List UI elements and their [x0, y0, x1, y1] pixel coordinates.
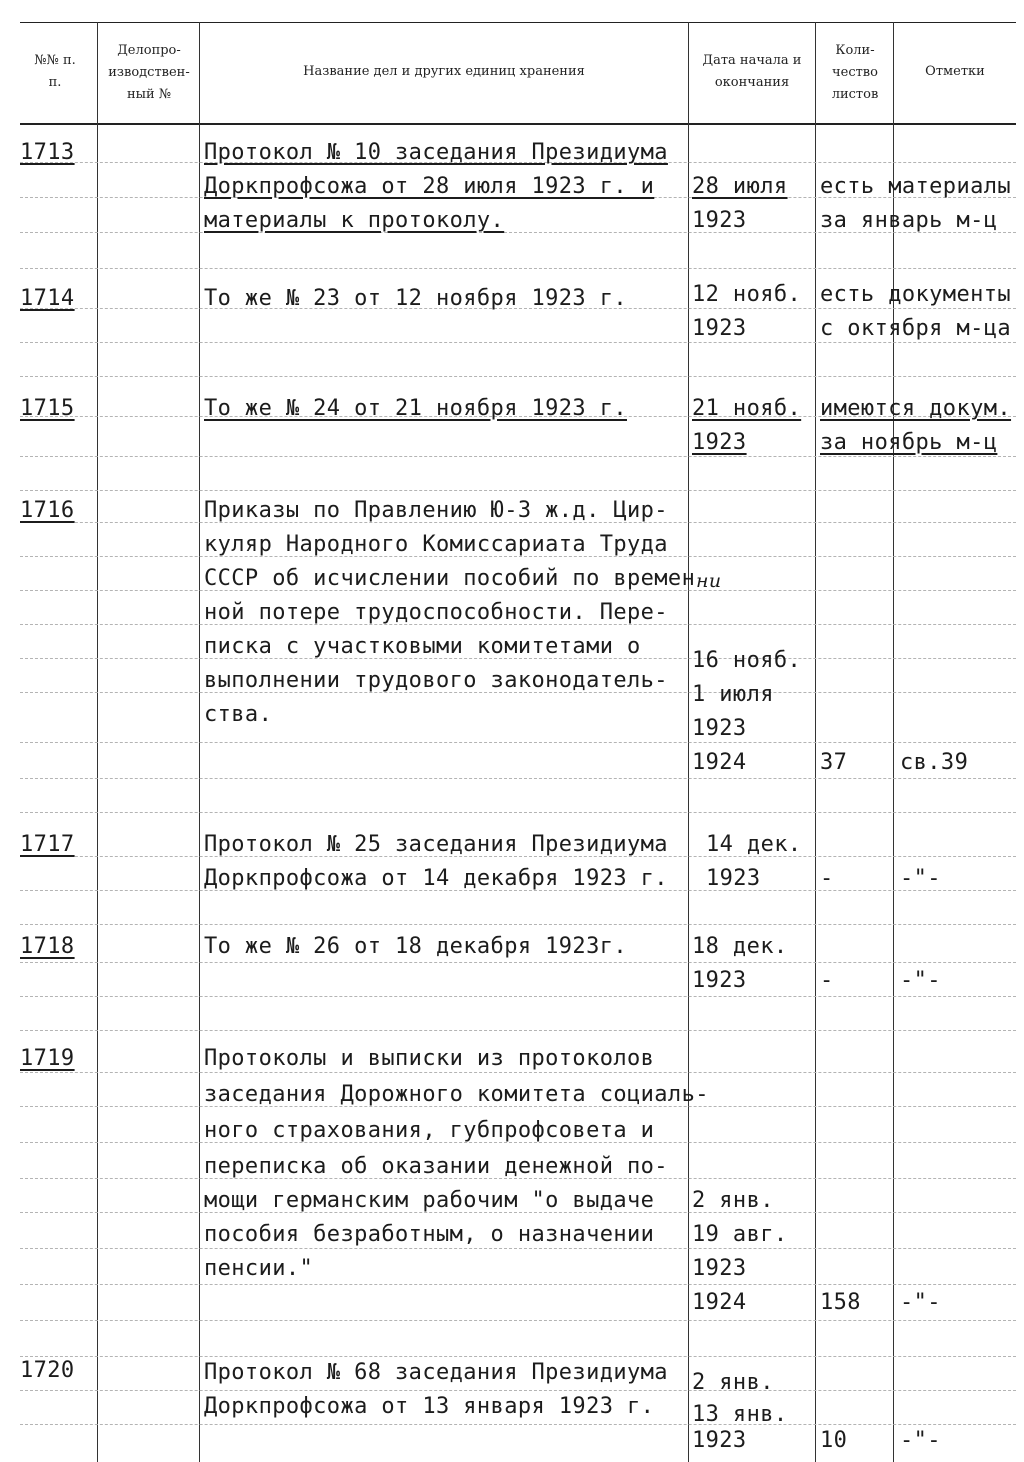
- entry-1716-title-line: писка с участковыми комитетами о: [204, 634, 641, 659]
- entry-1719-sheets: 158: [820, 1290, 861, 1315]
- entry-1716-handwritten-correction: ни: [696, 570, 722, 592]
- entry-1713-note: за январь м-ц: [820, 208, 998, 233]
- entry-1719-number: 1719: [20, 1046, 75, 1071]
- rule-line: [20, 376, 1016, 377]
- entry-1713-title-line: Протокол № 10 заседания Президиума: [204, 140, 668, 165]
- entry-1719-title-line: заседания Дорожного комитета социаль-: [204, 1082, 709, 1107]
- rule-line: [20, 1284, 1016, 1285]
- rule-line: [20, 490, 1016, 491]
- entry-1716-title-line: СССР об исчислении пособий по времен: [204, 566, 696, 591]
- entry-1716-title-line: куляр Народного Комиссариата Труда: [204, 532, 668, 557]
- entry-1715-number: 1715: [20, 396, 75, 421]
- entry-1719-date: 1923: [692, 1256, 747, 1281]
- entry-1715-date: 21 нояб.: [692, 396, 802, 421]
- rule-line: [20, 742, 1016, 743]
- entry-1713-date: 1923: [692, 208, 747, 233]
- header-dates: Дата начала и окончания: [702, 53, 802, 90]
- rule-line: [20, 924, 1016, 925]
- entry-1716-date: 16 нояб.: [692, 648, 802, 673]
- entry-1718-date: 1923: [692, 968, 747, 993]
- entry-1718-title-line: То же № 26 от 18 декабря 1923г.: [204, 934, 627, 959]
- entry-1718-note: -"-: [900, 968, 941, 993]
- entry-1716-title-line: Приказы по Правлению Ю-З ж.д. Цир-: [204, 498, 668, 523]
- entry-1720-sheets: 10: [820, 1428, 848, 1453]
- entry-1719-title-line: ного страхования, губпрофсовета и: [204, 1118, 655, 1143]
- entry-1718-number: 1718: [20, 934, 75, 959]
- entry-1714-date: 12 нояб.: [692, 282, 802, 307]
- entry-1713-note: есть материалы: [820, 174, 1012, 199]
- entry-1713-number: 1713: [20, 140, 75, 165]
- entry-1715-title-line: То же № 24 от 21 ноября 1923 г.: [204, 396, 627, 421]
- entry-1714-note: есть документы: [820, 282, 1012, 307]
- entry-1720-title-line: Доркпрофсожа от 13 января 1923 г.: [204, 1394, 655, 1419]
- header-office-number: Делопро-изводствен-ный №: [108, 43, 190, 102]
- entry-1718-date: 18 дек.: [692, 934, 788, 959]
- rule-line: [20, 1424, 1016, 1425]
- entry-1719-date: 1924: [692, 1290, 747, 1315]
- entry-1720-date: 1923: [692, 1428, 747, 1453]
- entry-1714-title-line: То же № 23 от 12 ноября 1923 г.: [204, 286, 627, 311]
- entry-1717-date: 1923: [706, 866, 761, 891]
- entry-1719-title-line: мощи германским рабочим "о выдаче: [204, 1188, 655, 1213]
- header-num: №№ п. п.: [34, 53, 76, 90]
- header-bottom-border: [20, 123, 1016, 125]
- entry-1713-title-line: материалы к протоколу.: [204, 208, 505, 233]
- entry-1717-title-line: Доркпрофсожа от 14 декабря 1923 г.: [204, 866, 668, 891]
- entry-1716-title-line: ства.: [204, 702, 273, 727]
- entry-1713-date: 28 июля: [692, 174, 788, 199]
- entry-1719-date: 2 янв.: [692, 1188, 774, 1213]
- entry-1719-title-line: пенсии.": [204, 1256, 314, 1281]
- entry-1713-title-line: Доркпрофсожа от 28 июля 1923 г. и: [204, 174, 655, 199]
- entry-1720-title-line: Протокол № 68 заседания Президиума: [204, 1360, 668, 1385]
- entry-1720-number: 1720: [20, 1358, 75, 1383]
- rule-line: [20, 812, 1016, 813]
- entry-1717-sheets: -: [820, 866, 834, 891]
- entry-1719-title-line: переписка об оказании денежной по-: [204, 1154, 668, 1179]
- entry-1714-note: с октября м-ца: [820, 316, 1012, 341]
- entry-1716-title-line: выполнении трудового законодатель-: [204, 668, 668, 693]
- entry-1715-note: имеются докум.: [820, 396, 1012, 421]
- entry-1719-note: -"-: [900, 1290, 941, 1315]
- entry-1719-date: 19 авг.: [692, 1222, 788, 1247]
- rule-line: [20, 778, 1016, 779]
- entry-1718-sheets: -: [820, 968, 834, 993]
- entry-1719-title-line: пособия безработным, о назначении: [204, 1222, 655, 1247]
- entry-1716-sheets: 37: [820, 750, 848, 775]
- entry-1720-note: -"-: [900, 1428, 941, 1453]
- rule-line: [20, 268, 1016, 269]
- entry-1716-date: 1923: [692, 716, 747, 741]
- entry-1716-date: 1 июля: [692, 682, 774, 707]
- entry-1717-date: 14 дек.: [706, 832, 802, 857]
- entry-1717-title-line: Протокол № 25 заседания Президиума: [204, 832, 668, 857]
- rule-line: [20, 1030, 1016, 1031]
- entry-1716-date: 1924: [692, 750, 747, 775]
- entry-1715-note: за ноябрь м-ц: [820, 430, 998, 455]
- entry-1720-date: 13 янв.: [692, 1402, 788, 1427]
- header-top-border: [20, 22, 1016, 23]
- entry-1719-title-line: Протоколы и выписки из протоколов: [204, 1046, 655, 1071]
- entry-1714-date: 1923: [692, 316, 747, 341]
- header-notes: Отметки: [925, 64, 985, 79]
- entry-1716-note: св.39: [900, 750, 969, 775]
- entry-1717-note: -"-: [900, 866, 941, 891]
- entry-1715-date: 1923: [692, 430, 747, 455]
- rule-line: [20, 996, 1016, 997]
- entry-1717-number: 1717: [20, 832, 75, 857]
- entry-1720-date: 2 янв.: [692, 1370, 774, 1395]
- entry-1716-number: 1716: [20, 498, 75, 523]
- entry-1716-title-line: ной потере трудоспособности. Пере-: [204, 600, 668, 625]
- rule-line: [20, 1320, 1016, 1321]
- entry-1714-number: 1714: [20, 286, 75, 311]
- header-sheets: Коли-чество листов: [831, 43, 879, 102]
- header-title: Название дел и других единиц хранения: [303, 64, 585, 79]
